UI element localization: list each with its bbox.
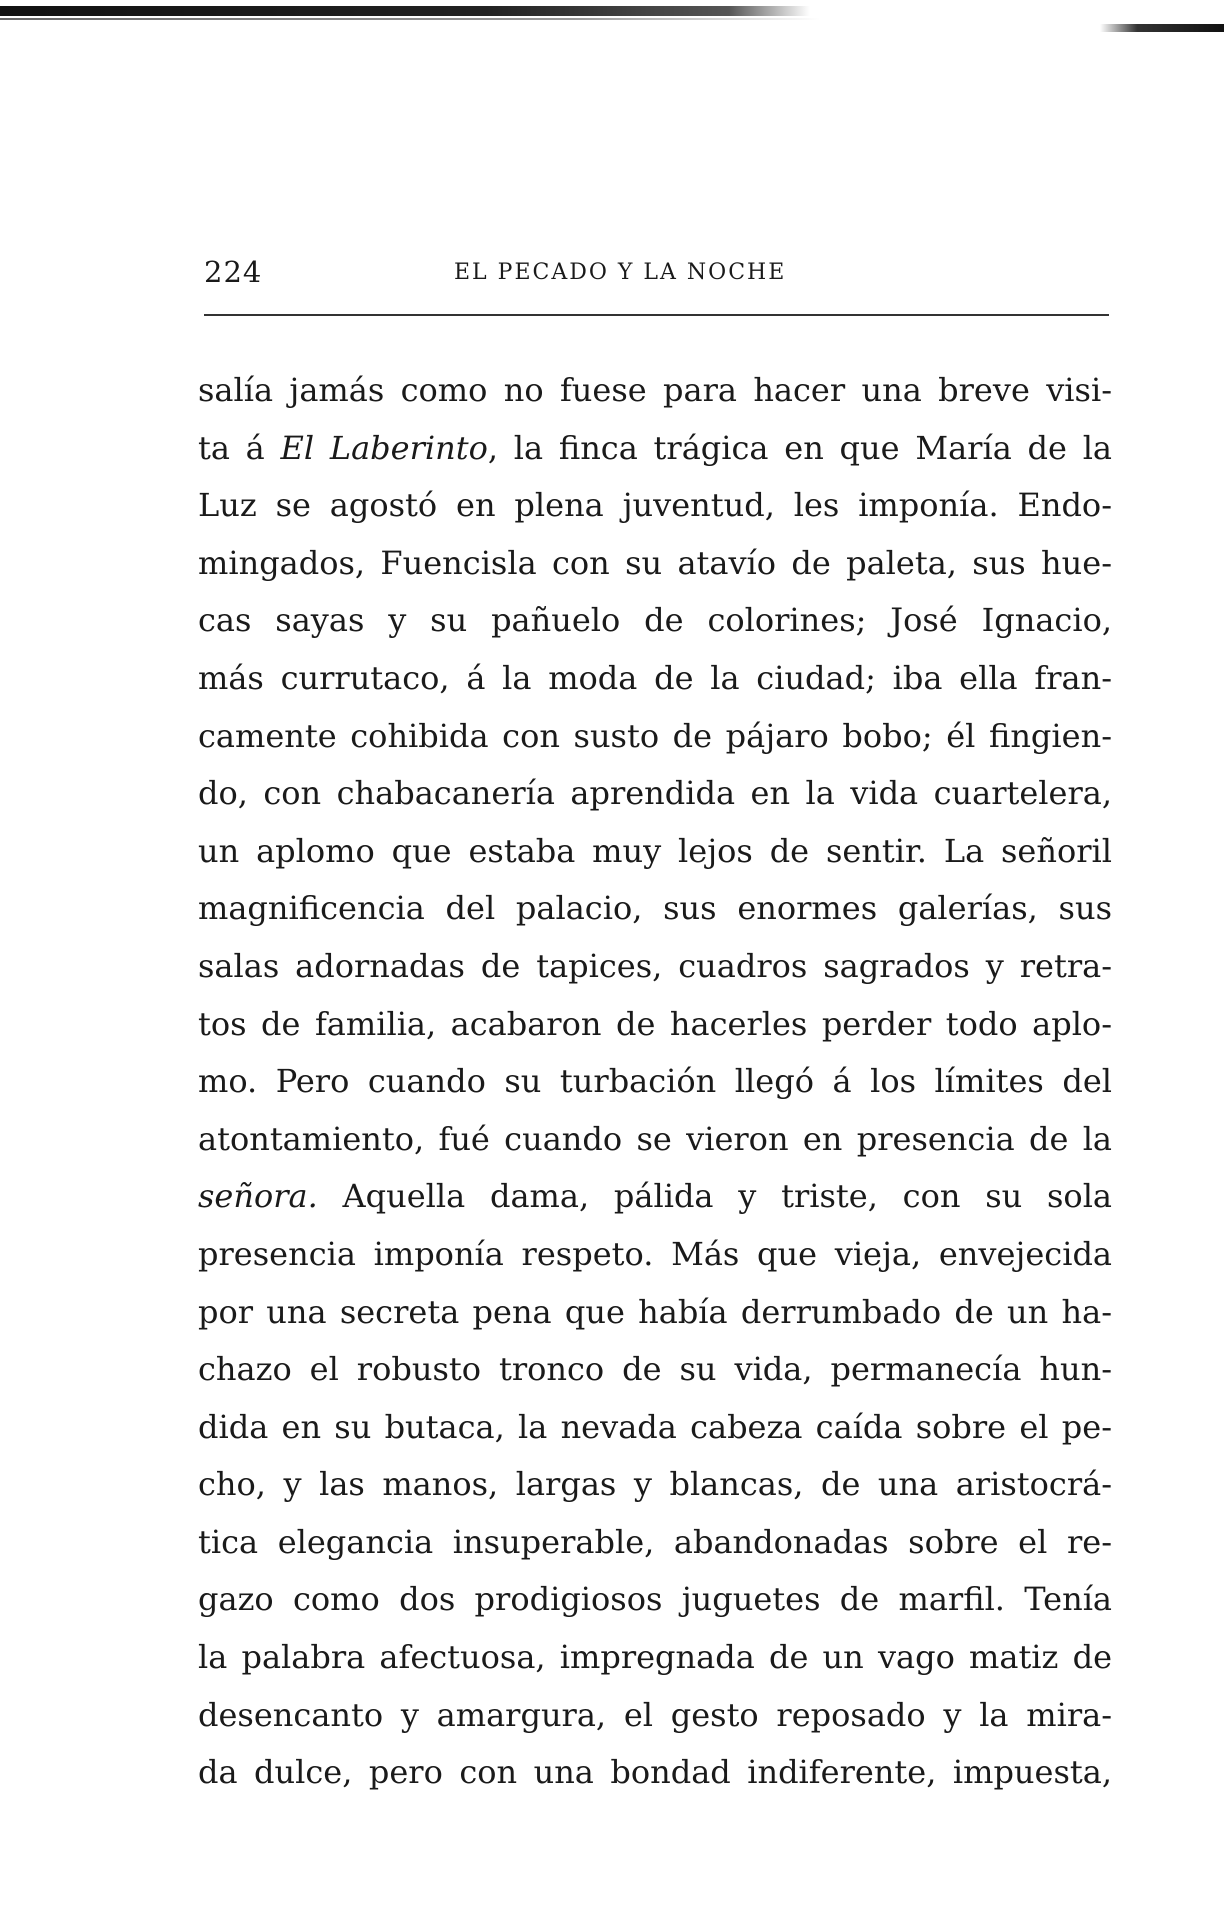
text-line: mingados, Fuencisla con su atavío de paleta, sus hue- xyxy=(198,543,1112,582)
text-line: chazo el robusto tronco de su vida, permanecía hun- xyxy=(198,1350,1112,1389)
text-line: Luz se agostó en plena juventud, les imponía. Endo- xyxy=(198,486,1112,525)
text-line: da dulce, pero con una bondad indiferente, impuesta, xyxy=(198,1753,1112,1792)
text-line: camente cohibida con susto de pájaro bobo; él fingien- xyxy=(198,716,1112,755)
text-line: gazo como dos prodigiosos juguetes de marfil. Tenía xyxy=(198,1580,1112,1619)
italic-title: El Laberinto xyxy=(280,428,488,467)
text-line: do, con chabacanería aprendida en la vida cuartelera, xyxy=(198,774,1112,813)
text-line: mo. Pero cuando su turbación llegó á los límites del xyxy=(198,1062,1112,1101)
text-line: un aplomo que estaba muy lejos de sentir. La señoril xyxy=(198,831,1112,870)
text-line: más currutaco, á la moda de la ciudad; iba ella fran- xyxy=(198,658,1112,697)
text-fragment: ta á xyxy=(198,428,265,467)
text-line: salas adornadas de tapices, cuadros sagrados y retra- xyxy=(198,946,1112,985)
text-line: tos de familia, acabaron de hacerles perder todo aplo- xyxy=(198,1004,1112,1043)
text-line xyxy=(198,1168,1112,1226)
text-line: presencia imponía respeto. Más que vieja, envejecida xyxy=(198,1234,1112,1273)
text-fragment: , la finca trágica en que María de la xyxy=(487,428,1113,467)
scan-edge-top-thin xyxy=(0,18,820,20)
text-line: cho, y las manos, largas y blancas, de una aristocrá- xyxy=(198,1465,1112,1504)
running-title: EL PECADO Y LA NOCHE xyxy=(454,260,787,285)
text-line: la palabra afectuosa, impregnada de un vago matiz de xyxy=(198,1638,1112,1677)
header-rule xyxy=(204,314,1109,316)
text-line: desencanto y amargura, el gesto reposado y la mira- xyxy=(198,1695,1112,1734)
body-text xyxy=(198,362,1112,1802)
italic-word: señora. xyxy=(198,1177,318,1216)
text-line: dida en su butaca, la nevada cabeza caída sobre el pe- xyxy=(198,1407,1112,1446)
page-number: 224 xyxy=(204,255,263,289)
text-line: magnificencia del palacio, sus enormes galerías, sus xyxy=(198,889,1112,928)
text-line: por una secreta pena que había derrumbado de un ha- xyxy=(198,1292,1112,1331)
text-line xyxy=(198,420,1112,478)
text-line: atontamiento, fué cuando se vieron en presencia de la xyxy=(198,1119,1112,1158)
text-line: tica elegancia insuperable, abandonadas sobre el re- xyxy=(198,1522,1112,1561)
text-line: salía jamás como no fuese para hacer una breve visi- xyxy=(198,371,1112,409)
text-fragment: Aquella dama, pálida y triste, con su sola xyxy=(317,1177,1112,1216)
text-line: cas sayas y su pañuelo de colorines; José Ignacio, xyxy=(198,601,1112,640)
scan-edge-top xyxy=(0,6,810,16)
scan-edge-right xyxy=(1100,24,1224,32)
running-head xyxy=(204,252,1109,292)
